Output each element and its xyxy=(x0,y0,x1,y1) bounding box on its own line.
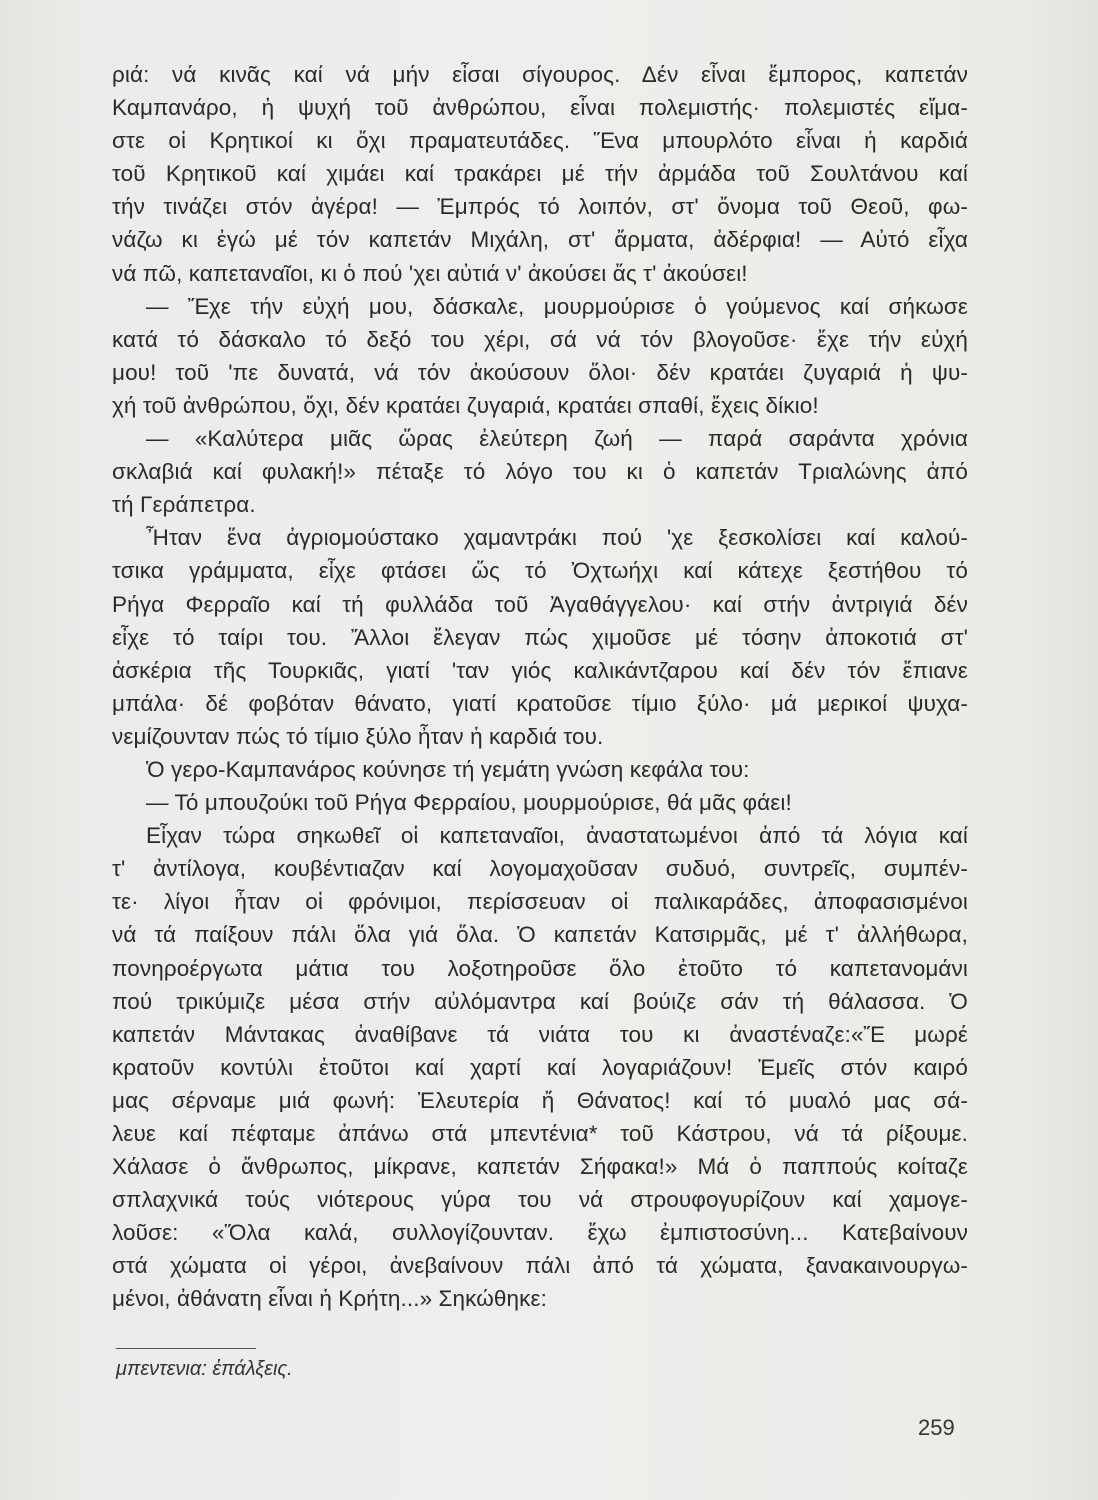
text-line: τσικα γράμματα, εἶχε φτάσει ὥς τό Ὀχτωήχι καί κάτεχε ξεστήθου τό xyxy=(112,558,968,584)
text-line: — Τό μπουζούκι τοῦ Ρήγα Φερραίου, μουρμούρισε, θά μᾶς φάει! xyxy=(146,790,792,816)
text-line: σκλαβιά καί φυλακή!» πέταξε τό λόγο του κι ὁ καπετάν Τριαλώνης ἀπό xyxy=(112,459,968,485)
text-line: ἀσκέρια τῆς Τουρκιᾶς, γιατί 'ταν γιός καλικάντζαρου καί δέν τόν ἔπιανε xyxy=(112,657,968,683)
footnote-rule xyxy=(116,1348,256,1349)
text-line: νά τά παίξουν πάλι ὅλα γιά ὅλα. Ὁ καπετάν Κατσιρμᾶς, μέ τ' ἀλλήθωρα, xyxy=(112,922,968,948)
text-line: εἶχε τό ταίρι του. Ἄλλοι ἔλεγαν πώς χιμοῦσε μέ τόσην ἀποκοτιά στ' xyxy=(112,624,968,650)
text-line: τή Γεράπετρα. xyxy=(112,492,256,518)
text-line: λοῦσε: «Ὅλα καλά, συλλογίζουνταν. ἔχω ἐμπιστοσύνη... Κατεβαίνουν xyxy=(112,1220,968,1246)
text-line: — Ἔχε τήν εὐχή μου, δάσκαλε, μουρμούρισε ὁ γούμενος καί σήκωσε xyxy=(146,293,968,319)
text-line: τ' ἀντίλογα, κουβέντιαζαν καί λογομαχοῦσαν συδυό, συντρεῖς, συμπέν- xyxy=(112,856,968,882)
text-line: μπάλα· δέ φοβόταν θάνατο, γιατί κρατοῦσε τίμιο ξύλο· μά μερικοί ψυχα- xyxy=(112,690,968,716)
text-line: στά χώματα οἱ γέροι, ἀνεβαίνουν πάλι ἀπό τά χώματα, ξανακαινουργω- xyxy=(112,1253,968,1279)
text-line: τοῦ Κρητικοῦ καί χιμάει καί τρακάρει μέ τήν ἀρμάδα τοῦ Σουλτάνου καί xyxy=(112,161,968,187)
text-line: μου! τοῦ 'πε δυνατά, νά τόν ἀκούσουν ὅλοι· δέν κρατάει ζυγαριά ἡ ψυ- xyxy=(112,359,968,385)
text-line: σπλαχνικά τούς νιότερους γύρα του νά στρουφογυρίζουν καί χαμογε- xyxy=(112,1187,968,1213)
text-line: Ρήγα Φερραῖο καί τή φυλλάδα τοῦ Ἀγαθάγγελου· καί στήν ἀντριγιά δέν xyxy=(112,591,968,617)
text-line: Ὁ γερο-Καμπανάρος κούνησε τή γεμάτη γνώση κεφάλα του: xyxy=(146,756,750,782)
text-line: νεμίζουνταν πώς τό τίμιο ξύλο ἦταν ἡ καρδιά του. xyxy=(112,723,604,749)
text-line: Χάλασε ὁ ἄνθρωπος, μίκρανε, καπετάν Σήφακα!» Μά ὁ παππούς κοίταζε xyxy=(112,1154,968,1180)
text-line: Καμπανάρο, ἡ ψυχή τοῦ ἀνθρώπου, εἶναι πολεμιστής· πολεμιστές εἴμα- xyxy=(112,95,968,121)
page-number: 259 xyxy=(918,1415,955,1440)
text-line: τήν τινάζει στόν ἀγέρα! — Ἐμπρός τό λοιπόν, στ' ὄνομα τοῦ Θεοῦ, φω- xyxy=(112,194,968,220)
body-text xyxy=(112,58,968,1316)
text-line: νά πῶ, καπεταναῖοι, κι ὁ πού 'χει αὐτιά ν' ἀκούσει ἄς τ' ἀκούσει! xyxy=(112,260,748,286)
text-line: κατά τό δάσκαλο τό δεξό του χέρι, σά νά τόν βλογοῦσε· ἔχε τήν εὐχή xyxy=(112,326,968,352)
text-line: Εἶχαν τώρα σηκωθεῖ οἱ καπεταναῖοι, ἀναστατωμένοι ἀπό τά λόγια καί xyxy=(146,823,968,849)
text-line: μένοι, ἀθάνατη εἶναι ἡ Κρήτη...» Σηκώθηκε: xyxy=(112,1286,547,1312)
text-line: καπετάν Μάντακας ἀναθίβανε τά νιάτα του κι ἀναστέναζε:«Ἔ μωρέ xyxy=(112,1021,968,1047)
text-line: τε· λίγοι ἦταν οἱ φρόνιμοι, περίσσευαν οἱ παλικαράδες, ἀποφασισμένοι xyxy=(112,889,968,915)
text-line: πονηροέργωτα μάτια του λοξοτηροῦσε ὅλο ἐτοῦτο τό καπετανομάνι xyxy=(112,955,968,981)
text-line: νάζω κι ἐγώ μέ τόν καπετάν Μιχάλη, στ' ἄρματα, ἀδέρφια! — Αὐτό εἶχα xyxy=(112,227,968,253)
footnote: μπεντενια: ἐπάλξεις. xyxy=(116,1358,293,1380)
text-line: — «Καλύτερα μιᾶς ὥρας ἐλεύτερη ζωή — παρά σαράντα χρόνια xyxy=(146,426,968,452)
text-line: Ἦταν ἕνα ἀγριομούστακο χαμαντράκι πού 'χε ξεσκολίσει καί καλού- xyxy=(146,525,968,551)
text-line: λευε καί πέφταμε ἀπάνω στά μπεντένια* τοῦ Κάστρου, νά τά ρίξουμε. xyxy=(112,1121,968,1146)
text-line: ριά: νά κινᾶς καί νά μήν εἶσαι σίγουρος. Δέν εἶναι ἔμπορος, καπετάν xyxy=(112,62,968,87)
text-line: χή τοῦ ἀνθρώπου, ὄχι, δέν κρατάει ζυγαριά, κρατάει σπαθί, ἔχεις δίκιο! xyxy=(112,392,819,418)
text-line: στε οἱ Κρητικοί κι ὄχι πραματευτάδες. Ἕνα μπουρλότο εἶναι ἡ καρδιά xyxy=(112,128,968,154)
text-line: μας σέρναμε μιά φωνή: Ἐλευτερία ἤ Θάνατος! καί τό μυαλό μας σά- xyxy=(112,1087,968,1113)
text-line: πού τρικύμιζε μέσα στήν αὐλόμαντρα καί βούιζε σάν τή θάλασσα. Ὁ xyxy=(112,988,968,1014)
text-line: κρατοῦν κοντύλι ἐτοῦτοι καί χαρτί καί λογαριάζουν! Ἐμεῖς στόν καιρό xyxy=(112,1054,968,1080)
